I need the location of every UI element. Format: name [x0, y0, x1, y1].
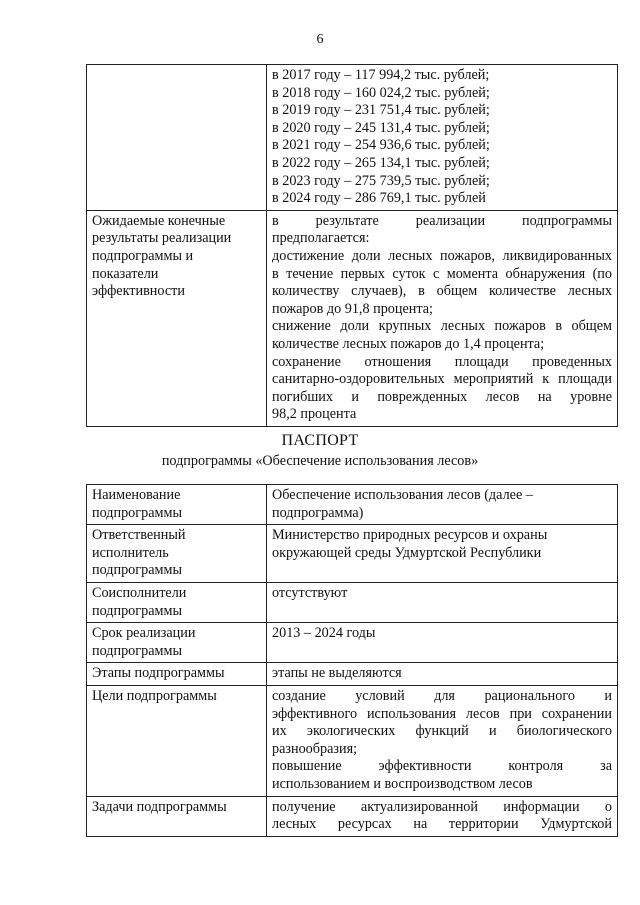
- page-number: 6: [316, 32, 324, 47]
- label-cell: [87, 485, 267, 525]
- label-cell: [87, 623, 267, 663]
- row-label-empty: [87, 65, 267, 211]
- label-line: Цели подпрограммы: [92, 687, 217, 704]
- value-line: 2013 – 2024 годы: [272, 625, 376, 642]
- expected-results-label: [87, 210, 267, 426]
- value-line: создание условий для рационального и: [272, 687, 612, 704]
- table-row: [87, 65, 618, 211]
- value-line: получение актуализированной информации о: [272, 798, 612, 815]
- label-line: Ответственный: [92, 527, 186, 544]
- value-line: лесных ресурсах на территории Удмуртской: [272, 816, 612, 833]
- text-line: сохранение отношения площади проведенных: [272, 353, 612, 370]
- label-cell: [87, 525, 267, 583]
- text-line: в течение первых суток с момента обнаружения (по: [272, 265, 612, 282]
- text-line: погибших и поврежденных лесов на уровне: [272, 388, 612, 405]
- funding-line: в 2024 году – 286 769,1 тыс. рублей: [272, 190, 486, 207]
- value-cell: [267, 582, 618, 622]
- label-line: Этапы подпрограммы: [92, 665, 225, 682]
- label-line: результаты реализации: [92, 230, 232, 247]
- label-line: подпрограммы: [92, 642, 182, 659]
- label-line: подпрограммы и: [92, 247, 194, 264]
- text-line: санитарно-оздоровительных мероприятий к площади: [272, 371, 612, 388]
- value-line: отсутствуют: [272, 584, 348, 601]
- value-cell: [267, 663, 618, 686]
- table-row: [87, 582, 618, 622]
- funding-line: в 2022 году – 265 134,1 тыс. рублей;: [272, 154, 490, 171]
- value-line: Обеспечение использования лесов (далее –: [272, 487, 533, 503]
- label-line: Задачи подпрограммы: [92, 798, 227, 815]
- value-line: Министерство природных ресурсов и охраны: [272, 527, 548, 544]
- funding-line: в 2023 году – 275 739,5 тыс. рублей;: [272, 172, 490, 189]
- label-line: эффективности: [92, 283, 185, 300]
- label-line: подпрограммы: [92, 504, 182, 521]
- expected-results-text: [267, 210, 618, 426]
- label-cell: [87, 582, 267, 622]
- text-line: количестве лесных пожаров до 1,4 процента;: [272, 335, 545, 352]
- value-cell: [267, 525, 618, 583]
- value-cell: [267, 623, 618, 663]
- label-line: Соисполнители: [92, 584, 187, 601]
- text-line: количеству случаев), в общем количестве лесных: [272, 283, 612, 300]
- funding-by-year-cell: [267, 65, 618, 211]
- funding-line: в 2018 году – 160 024,2 тыс. рублей;: [272, 84, 490, 101]
- value-line: их экологических функций и биологического: [272, 723, 612, 740]
- label-cell: [87, 685, 267, 796]
- table-row: [87, 210, 618, 426]
- text-line: пожаров до 91,8 процента;: [272, 300, 433, 317]
- table-row: [87, 685, 618, 796]
- passport-table: [86, 484, 618, 837]
- label-cell: [87, 796, 267, 836]
- table-row: [87, 623, 618, 663]
- value-line: повышение эффективности контроля за: [272, 758, 612, 775]
- label-line: подпрограммы: [92, 602, 182, 619]
- value-line: окружающей среды Удмуртской Республики: [272, 544, 542, 561]
- table-row: [87, 485, 618, 525]
- funding-line: в 2017 году – 117 994,2 тыс. рублей;: [272, 67, 490, 83]
- label-line: Ожидаемые конечные: [92, 212, 226, 229]
- label-cell: [87, 663, 267, 686]
- value-line: подпрограмма): [272, 504, 364, 521]
- funding-results-table: [86, 64, 618, 427]
- label-line: Срок реализации: [92, 625, 196, 642]
- label-line: показатели: [92, 265, 159, 282]
- value-cell: [267, 685, 618, 796]
- table-row: [87, 663, 618, 686]
- text-line: снижение доли крупных лесных пожаров в общем: [272, 318, 612, 335]
- passport-title: ПАСПОРТ: [281, 432, 359, 449]
- label-line: Наименование: [92, 487, 181, 503]
- text-line: 98,2 процента: [272, 406, 357, 423]
- value-cell: [267, 796, 618, 836]
- value-line: использованием и воспроизводством лесов: [272, 775, 533, 792]
- text-line: предполагается:: [272, 230, 370, 247]
- value-line: разнообразия;: [272, 740, 358, 757]
- table-row: [87, 525, 618, 583]
- funding-line: в 2021 году – 254 936,6 тыс. рублей;: [272, 137, 490, 154]
- label-line: подпрограммы: [92, 562, 182, 579]
- passport-subtitle: подпрограммы «Обеспечение использования лесов»: [161, 453, 479, 469]
- value-line: этапы не выделяются: [272, 665, 402, 682]
- funding-line: в 2019 году – 231 751,4 тыс. рублей;: [272, 102, 490, 119]
- value-cell: [267, 485, 618, 525]
- funding-line: в 2020 году – 245 131,4 тыс. рублей;: [272, 119, 490, 136]
- label-line: исполнитель: [92, 544, 169, 561]
- table-row: [87, 796, 618, 836]
- value-line: эффективного использования лесов при сохранении: [272, 705, 612, 722]
- text-line: в результате реализации подпрограммы: [272, 212, 612, 229]
- text-line: достижение доли лесных пожаров, ликвидированных: [272, 247, 612, 264]
